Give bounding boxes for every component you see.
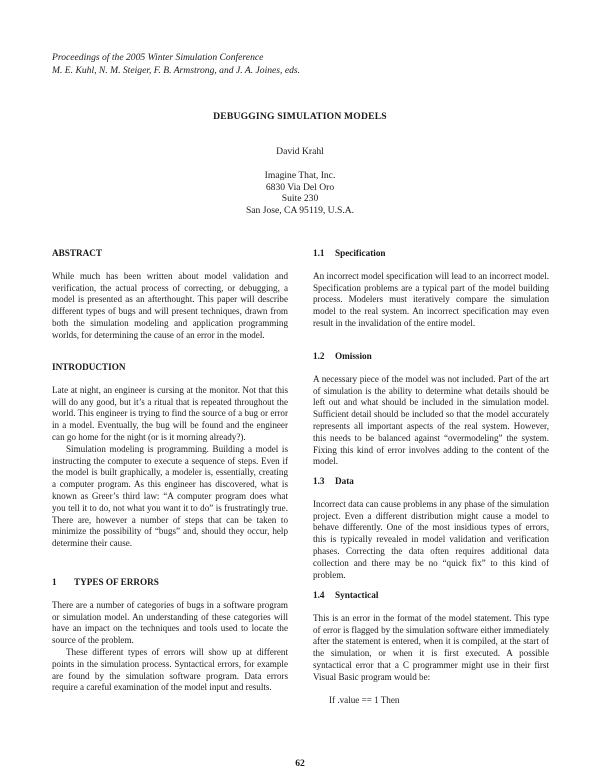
section-1-1-text: An incorrect model specification will lead to an incorrect model. Specification problems are a typical part of the model building process. Modelers must iteratively compare the simulation model to the real system. An incorrect specification may even result in the invalidation of the entire model. xyxy=(313,270,549,328)
section-1-4-text: This is an error in the format of the model statement. This type of error is flagged by the simulation software either immediately after the statement is entered, when it is compiled, at the start of the simulation, or when it is first executed. A possible syntactical error that a C programmer might use in their first Visual Basic program would be: xyxy=(313,612,549,682)
abstract-section xyxy=(52,248,288,342)
section-1-2-text: A necessary piece of the model was not included. Part of the art of simulation is the ability to determine what details should be left out and what should be included in the simulation model. Sufficient detail should be included so that the model accurately represents all important aspects of the real system. However, this needs to be balanced against “overmodeling” the system. Fixing this kind of error involves adding to the content of the model. xyxy=(313,373,549,467)
section-1-2-heading xyxy=(313,351,549,363)
author-name: David Krahl xyxy=(276,146,324,157)
page-number: 62 xyxy=(295,758,305,769)
section-1-2-title: Omission xyxy=(335,351,372,361)
affiliation xyxy=(0,170,600,216)
section-1-3-title: Data xyxy=(335,476,354,486)
affiliation-line-4: San Jose, CA 95119, U.S.A. xyxy=(245,204,355,216)
proceedings-header xyxy=(52,52,300,77)
section-1-heading xyxy=(52,577,288,589)
abstract-heading: ABSTRACT xyxy=(52,248,103,258)
section-1-number: 1 xyxy=(52,577,57,587)
section-1-3-number: 1.3 xyxy=(313,476,325,486)
section-1-3-heading xyxy=(313,476,549,488)
section-1-paragraph-1: There are a number of categories of bugs in a software program or simulation model. An understanding of these categories will have an impact on the techniques and tools used to locate the source of the problem. xyxy=(52,599,288,646)
abstract-text: While much has been written about model validation and verification, the actual process of correcting, or debugging, a model is presented as an afterthought. This paper will describe different types of bugs and will present techniques, drawn from both the simulation modeling and application programming worlds, for determining the cause of an error in the model. xyxy=(52,270,288,340)
omission-section xyxy=(313,351,549,468)
section-1-1-title: Specification xyxy=(335,248,386,258)
introduction-section xyxy=(52,362,288,550)
section-1-2-number: 1.2 xyxy=(313,351,325,361)
section-1-4-number: 1.4 xyxy=(313,590,325,600)
section-1-1-number: 1.1 xyxy=(313,248,325,258)
section-1-1-heading xyxy=(313,248,549,260)
proceedings-line-2: M. E. Kuhl, N. M. Steiger, F. B. Armstrong, and J. A. Joines, eds. xyxy=(52,64,301,76)
introduction-paragraph-1: Late at night, an engineer is cursing at the monitor. Not that this will do any good, but it’s a ritual that is repeated throughout the world. This engineer is trying to find the source of a bug or error in a model. Eventually, the bug will be found and the engineer can go home for the night (or is it morning already?). xyxy=(52,384,288,442)
section-1-4-heading xyxy=(313,590,549,602)
affiliation-line-2: 6830 Via Del Oro xyxy=(265,181,335,193)
types-of-errors-section xyxy=(52,577,288,694)
affiliation-line-1: Imagine That, Inc. xyxy=(264,170,336,181)
data-section xyxy=(313,476,549,581)
syntactical-section xyxy=(313,590,549,706)
code-example: If .value == 1 Then xyxy=(329,694,400,705)
proceedings-line-1: Proceedings of the 2005 Winter Simulation Conference xyxy=(52,52,264,63)
introduction-heading: INTRODUCTION xyxy=(52,362,126,372)
section-1-3-text: Incorrect data can cause problems in any phase of the simulation project. Even a different distribution might cause a model to behave differently. One of the most insidious types of errors, this is typically revealed in model validation and verification phases. Correcting the data often requires additional data collection and there may be no “quick fix” to this kind of problem. xyxy=(313,498,549,580)
affiliation-line-3: Suite 230 xyxy=(281,193,319,205)
introduction-paragraph-2: Simulation modeling is programming. Building a model is instructing the computer to execute a sequence of steps. Even if the model is built graphically, a modeler is, essentially, creating a computer program. As this engineer has discovered, what is known as Greer’s third law: “A computer program does what you tell it to do, not what you want it to do” is frustratingly true. There are, however a number of steps that can be taken to minimize the possibility of “bugs” and, should they occur, help determine their cause. xyxy=(52,443,288,549)
paper-title: DEBUGGING SIMULATION MODELS xyxy=(213,111,387,122)
specification-section xyxy=(313,248,549,330)
section-1-paragraph-2: These different types of errors will show up at different points in the simulation process. Syntactical errors, for example are found by the simulation software program. Data errors require a careful examination of the model input and results. xyxy=(52,646,288,693)
section-1-title: TYPES OF ERRORS xyxy=(74,577,159,587)
section-1-4-title: Syntactical xyxy=(335,590,379,600)
